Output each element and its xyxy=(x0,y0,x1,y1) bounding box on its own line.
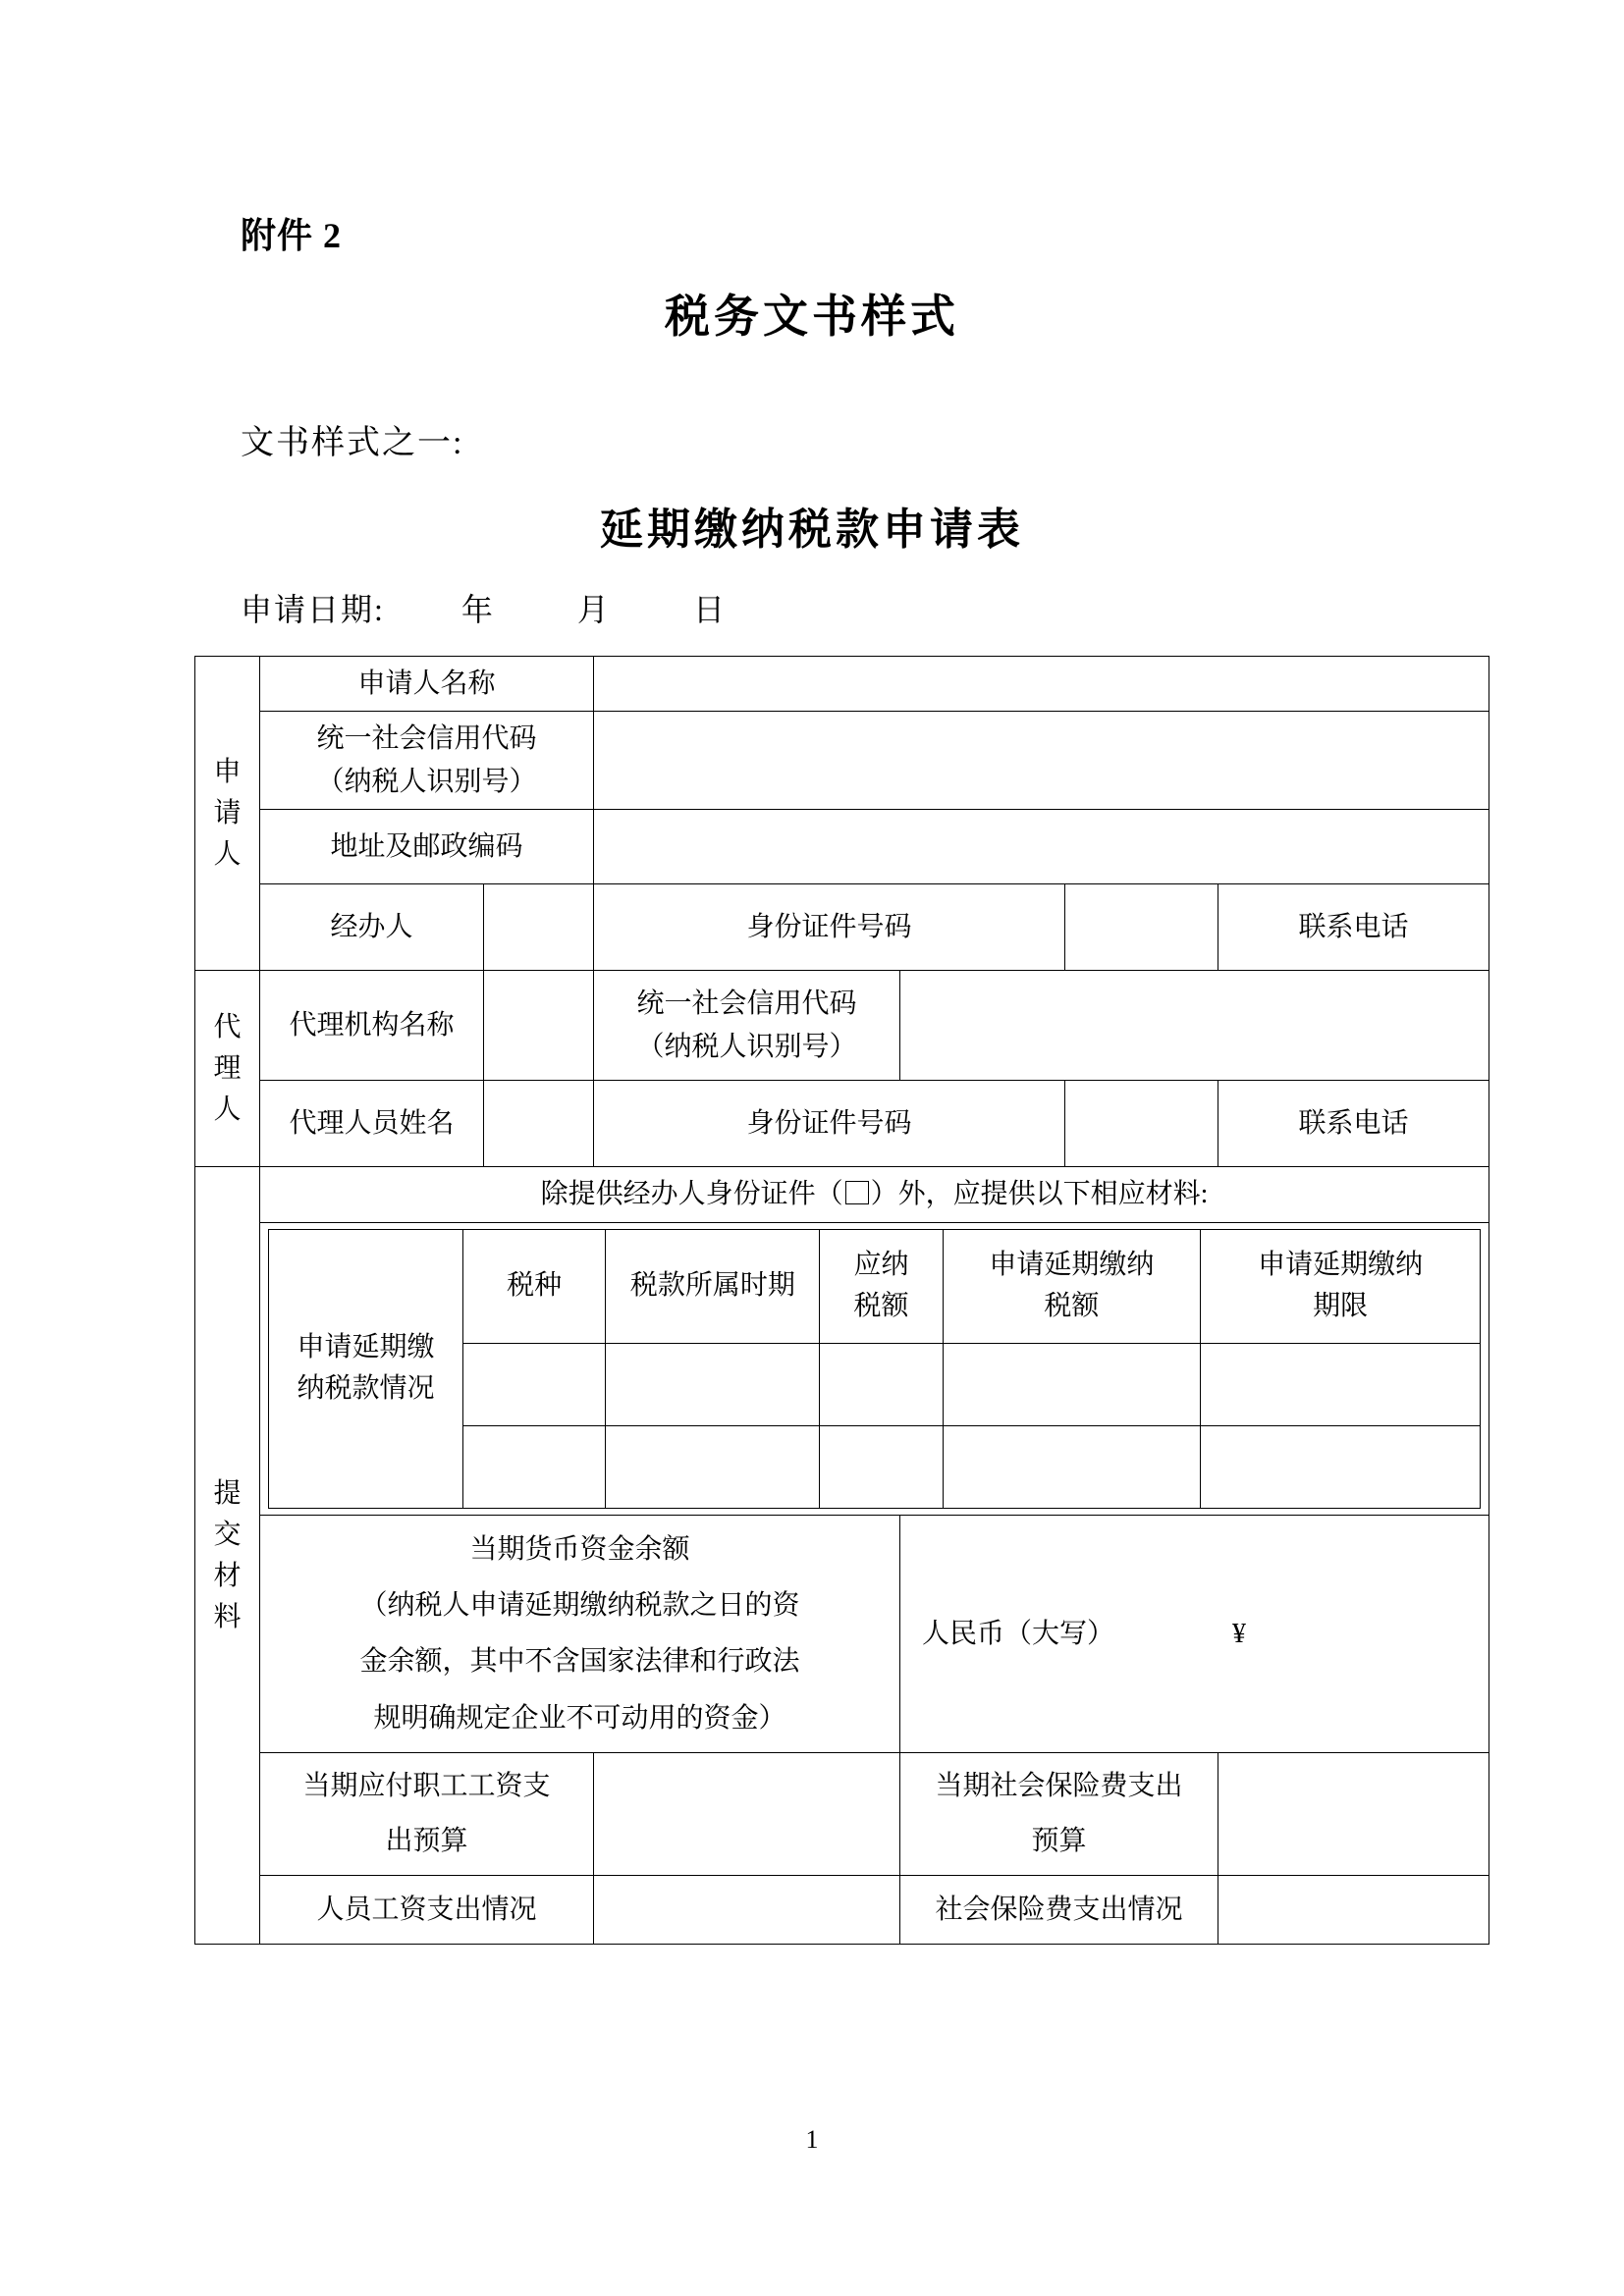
agent-id-number-label: 身份证件号码 xyxy=(594,1081,1065,1167)
deferral-header-defer-amount-line1: 申请延期缴纳 xyxy=(989,1250,1155,1281)
deferral-cell-tax-type-1[interactable] xyxy=(462,1343,605,1425)
section-label-applicant-text: 申请人 xyxy=(213,756,242,870)
applicant-name-value[interactable] xyxy=(594,657,1489,712)
applicant-address-value[interactable] xyxy=(594,810,1489,884)
applicant-address-label: 地址及邮政编码 xyxy=(260,810,594,884)
social-actual-value[interactable] xyxy=(1218,1876,1489,1945)
deferral-subtable xyxy=(268,1229,1481,1509)
apply-date-line xyxy=(241,594,727,625)
agent-credit-code-label-line1: 统一社会信用代码 xyxy=(636,988,857,1020)
table-row xyxy=(195,810,1489,884)
applicant-credit-code-value[interactable] xyxy=(594,712,1489,810)
agent-org-name-label: 代理机构名称 xyxy=(260,971,484,1081)
deferral-header-defer-term xyxy=(1201,1229,1481,1343)
deferral-header-period: 税款所属时期 xyxy=(606,1229,820,1343)
table-row xyxy=(195,1753,1489,1876)
social-budget-label xyxy=(900,1753,1218,1876)
section-label-applicant xyxy=(195,657,260,971)
rmb-symbol: ¥ xyxy=(1232,1618,1247,1649)
deferral-block-label xyxy=(269,1229,463,1508)
deferral-cell-period-2[interactable] xyxy=(606,1425,820,1508)
deferral-cell-defer-amount-2[interactable] xyxy=(943,1425,1201,1508)
table-row xyxy=(195,1515,1489,1753)
agent-credit-code-label-line2: （纳税人识别号） xyxy=(636,1031,857,1062)
applicant-handler-value[interactable] xyxy=(484,884,594,971)
applicant-credit-code-label-line2: （纳税人识别号） xyxy=(316,766,537,797)
table-row xyxy=(195,657,1489,712)
document-title: 税务文书样式 xyxy=(665,292,959,342)
cash-balance-label xyxy=(260,1515,900,1753)
table-row xyxy=(195,712,1489,810)
section-label-agent-text: 代理人 xyxy=(213,1011,242,1125)
document-style-label: 文书样式之一: xyxy=(241,425,464,461)
wage-budget-value[interactable] xyxy=(594,1753,900,1876)
id-document-checkbox[interactable] xyxy=(845,1181,869,1204)
applicant-id-number-label: 身份证件号码 xyxy=(594,884,1065,971)
agent-org-name-value[interactable] xyxy=(484,971,594,1081)
wage-budget-label-line2: 出预算 xyxy=(385,1826,468,1857)
wage-actual-value[interactable] xyxy=(594,1876,900,1945)
table-row xyxy=(195,1876,1489,1945)
agent-credit-code-value[interactable] xyxy=(900,971,1489,1081)
form-title: 延期缴纳税款申请表 xyxy=(600,506,1024,554)
apply-date-prefix: 申请日期: xyxy=(241,592,385,627)
deferral-cell-period-1[interactable] xyxy=(606,1343,820,1425)
table-row xyxy=(195,1167,1489,1222)
apply-date-month: 月 xyxy=(576,592,611,627)
table-row xyxy=(269,1229,1481,1343)
social-budget-label-line1: 当期社会保险费支出 xyxy=(935,1771,1183,1802)
materials-note xyxy=(260,1167,1489,1222)
cash-balance-label-line1: 当期货币资金余额 xyxy=(469,1533,690,1565)
apply-date-year: 年 xyxy=(460,592,495,627)
deferral-block-label-line1: 申请延期缴 xyxy=(297,1332,435,1363)
cash-balance-label-line2: （纳税人申请延期缴纳税款之日的资 xyxy=(359,1589,800,1621)
agent-id-number-value[interactable] xyxy=(1065,1081,1218,1167)
cash-balance-label-line3: 金余额，其中不含国家法律和行政法 xyxy=(359,1646,800,1678)
deferral-header-defer-term-line2: 期限 xyxy=(1313,1291,1369,1322)
applicant-credit-code-label xyxy=(260,712,594,810)
applicant-credit-code-label-line1: 统一社会信用代码 xyxy=(316,723,537,755)
wage-actual-label: 人员工资支出情况 xyxy=(260,1876,594,1945)
table-row xyxy=(195,971,1489,1081)
applicant-id-number-value[interactable] xyxy=(1065,884,1218,971)
social-budget-value[interactable] xyxy=(1218,1753,1489,1876)
table-row xyxy=(195,884,1489,971)
rmb-label: 人民币（大写） xyxy=(922,1618,1115,1649)
deferral-header-payable-line2: 税额 xyxy=(853,1291,909,1322)
deferral-header-payable-line1: 应纳 xyxy=(853,1250,909,1281)
deferral-cell-defer-term-1[interactable] xyxy=(1201,1343,1481,1425)
deferral-subtable-host xyxy=(260,1222,1489,1515)
agent-phone-label: 联系电话 xyxy=(1218,1081,1489,1167)
deferral-block-label-line2: 纳税款情况 xyxy=(297,1373,435,1405)
section-label-agent xyxy=(195,971,260,1167)
agent-name-label: 代理人员姓名 xyxy=(260,1081,484,1167)
deferral-header-payable xyxy=(820,1229,943,1343)
applicant-phone-label: 联系电话 xyxy=(1218,884,1489,971)
attachment-label: 附件 2 xyxy=(241,216,343,255)
social-budget-label-line2: 预算 xyxy=(1031,1826,1087,1857)
deferral-header-defer-amount-line2: 税额 xyxy=(1044,1291,1100,1322)
section-label-materials-text: 提交材料 xyxy=(213,1477,242,1632)
deferral-header-defer-term-line1: 申请延期缴纳 xyxy=(1258,1250,1424,1281)
materials-note-after: ）外，应提供以下相应材料: xyxy=(870,1179,1209,1210)
materials-note-before: 除提供经办人身份证件（ xyxy=(540,1179,843,1210)
wage-budget-label xyxy=(260,1753,594,1876)
agent-credit-code-label xyxy=(594,971,900,1081)
apply-date-day: 日 xyxy=(692,592,727,627)
applicant-name-label: 申请人名称 xyxy=(260,657,594,712)
deferral-header-tax-type: 税种 xyxy=(462,1229,605,1343)
deferral-cell-defer-amount-1[interactable] xyxy=(943,1343,1201,1425)
table-row xyxy=(195,1081,1489,1167)
cash-balance-label-line4: 规明确规定企业不可动用的资金） xyxy=(373,1702,786,1734)
page-number: 1 xyxy=(805,2125,819,2154)
table-row xyxy=(195,1222,1489,1515)
social-actual-label: 社会保险费支出情况 xyxy=(900,1876,1218,1945)
deferral-cell-payable-1[interactable] xyxy=(820,1343,943,1425)
cash-balance-value-cell[interactable] xyxy=(900,1515,1489,1753)
deferral-cell-defer-term-2[interactable] xyxy=(1201,1425,1481,1508)
deferral-cell-tax-type-2[interactable] xyxy=(462,1425,605,1508)
deferral-header-defer-amount xyxy=(943,1229,1201,1343)
agent-name-value[interactable] xyxy=(484,1081,594,1167)
section-label-materials xyxy=(195,1167,260,1945)
applicant-handler-label: 经办人 xyxy=(260,884,484,971)
deferral-cell-payable-2[interactable] xyxy=(820,1425,943,1508)
wage-budget-label-line1: 当期应付职工工资支 xyxy=(302,1771,551,1802)
application-form-table xyxy=(194,656,1489,1945)
